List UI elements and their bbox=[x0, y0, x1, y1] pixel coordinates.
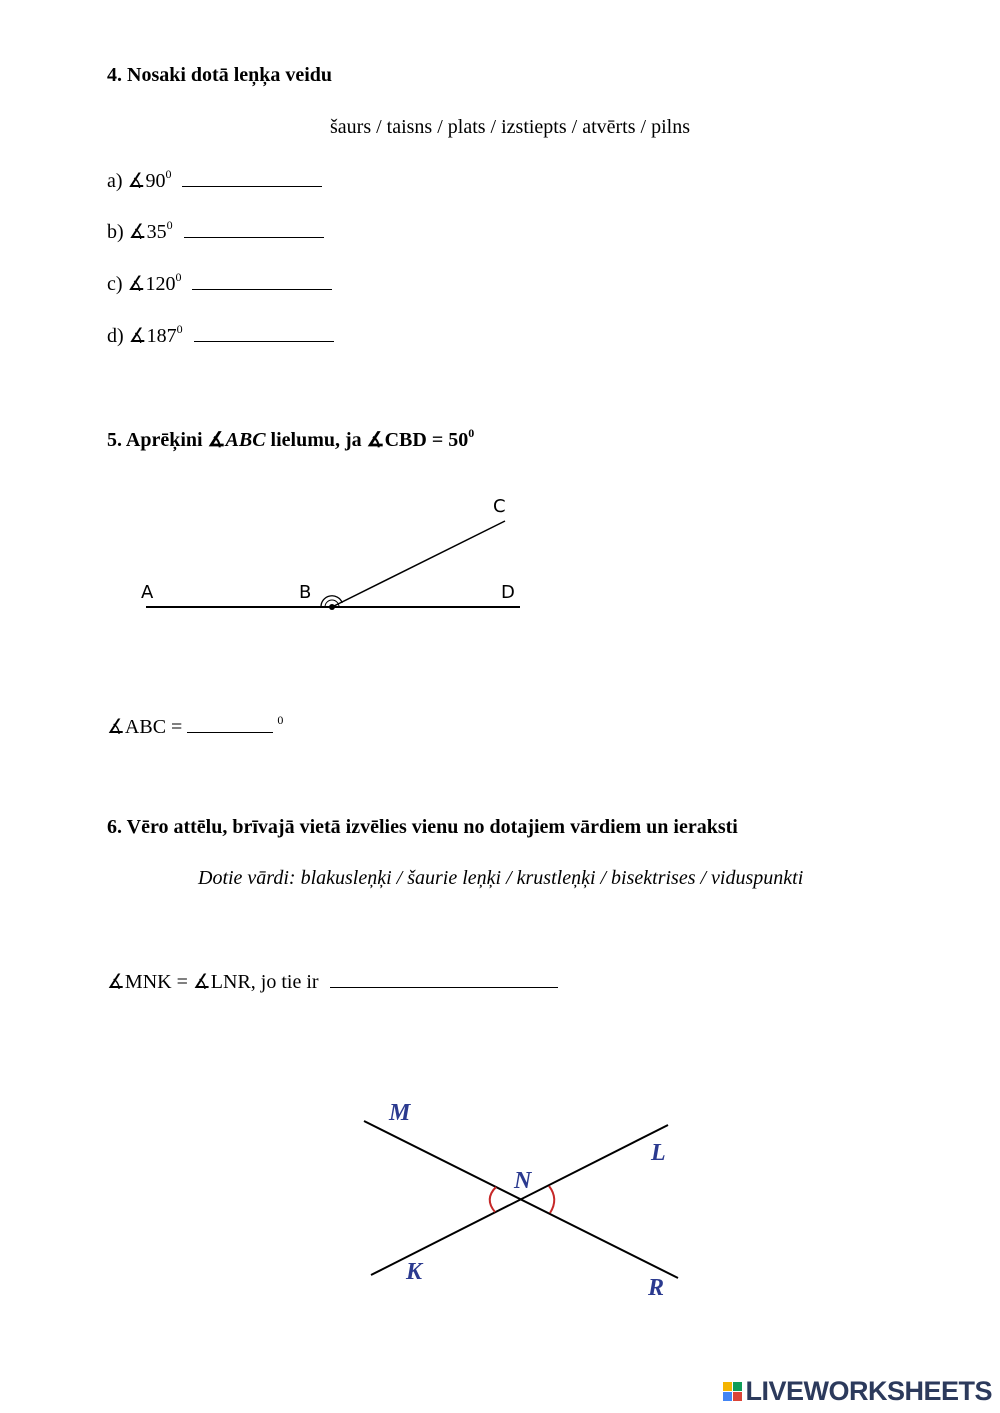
angle-abc-math: ABC bbox=[225, 429, 266, 451]
label-m: M bbox=[389, 1100, 411, 1126]
label-r: R bbox=[648, 1275, 665, 1301]
answer-blank-abc[interactable] bbox=[187, 716, 273, 733]
answer-blank-angle-type[interactable] bbox=[330, 971, 558, 988]
sentence-text: ∡MNK = ∡LNR, jo tie ir bbox=[107, 971, 324, 993]
task5-answer bbox=[107, 714, 283, 739]
answer-blank-b[interactable] bbox=[184, 221, 324, 238]
task4-item-c bbox=[107, 271, 332, 296]
liveworksheets-logo[interactable] bbox=[723, 1376, 992, 1407]
answer-label: ∡ABC = bbox=[107, 716, 188, 738]
answer-blank-d[interactable] bbox=[194, 325, 334, 342]
item-b-label: b) ∡35 bbox=[107, 221, 167, 243]
label-n: N bbox=[514, 1168, 532, 1194]
answer-blank-c[interactable] bbox=[192, 273, 332, 290]
logo-square bbox=[723, 1392, 732, 1401]
angle-mark-lnr bbox=[549, 1186, 554, 1213]
degree-mark: 0 bbox=[165, 167, 172, 181]
task4-options: šaurs / taisns / plats / izstiepts / atvērts / pilns bbox=[330, 116, 690, 138]
logo-square bbox=[733, 1382, 742, 1391]
task6-word-list: Dotie vārdi: blakusleņķi / šaurie leņķi / krustleņķi / bisektrises / viduspunkti bbox=[198, 867, 804, 889]
logo-square bbox=[723, 1382, 732, 1391]
label-k: K bbox=[406, 1259, 423, 1285]
degree-mark: 0 bbox=[176, 322, 183, 336]
heading-part: 5. Aprēķini ∡ bbox=[107, 429, 226, 451]
heading-part: lielumu, ja ∡CBD = 50 bbox=[265, 429, 469, 451]
answer-blank-a[interactable] bbox=[182, 170, 322, 187]
task6-sentence bbox=[107, 969, 558, 994]
label-c: C bbox=[493, 496, 506, 517]
item-d-label: d) ∡187 bbox=[107, 325, 177, 347]
task6-heading: 6. Vēro attēlu, brīvajā vietā izvēlies vienu no dotajiem vārdiem un ieraksti bbox=[107, 816, 738, 838]
task5-heading bbox=[107, 427, 474, 452]
logo-text: LIVEWORKSHEETS bbox=[745, 1376, 992, 1406]
crossing-lines-figure bbox=[0, 1090, 720, 1310]
ray-bc bbox=[332, 521, 505, 607]
label-d: D bbox=[501, 582, 515, 603]
task4-item-a bbox=[107, 168, 322, 193]
logo-squares-icon bbox=[723, 1382, 742, 1401]
label-a: A bbox=[141, 582, 154, 603]
vertex-b-dot bbox=[329, 604, 335, 610]
task4-item-b bbox=[107, 219, 324, 244]
degree-mark: 0 bbox=[277, 713, 284, 727]
degree-mark: 0 bbox=[468, 426, 475, 440]
angle-mark-mnk bbox=[490, 1187, 496, 1212]
label-b: B bbox=[299, 582, 312, 603]
item-c-label: c) ∡120 bbox=[107, 273, 176, 295]
angle-figure-abcd bbox=[0, 480, 560, 630]
label-l: L bbox=[651, 1140, 666, 1166]
task4-item-d bbox=[107, 323, 334, 348]
logo-square bbox=[733, 1392, 742, 1401]
item-a-label: a) ∡90 bbox=[107, 170, 166, 192]
degree-mark: 0 bbox=[175, 270, 182, 284]
task4-heading: 4. Nosaki dotā leņķa veidu bbox=[107, 64, 333, 86]
degree-mark: 0 bbox=[166, 218, 173, 232]
